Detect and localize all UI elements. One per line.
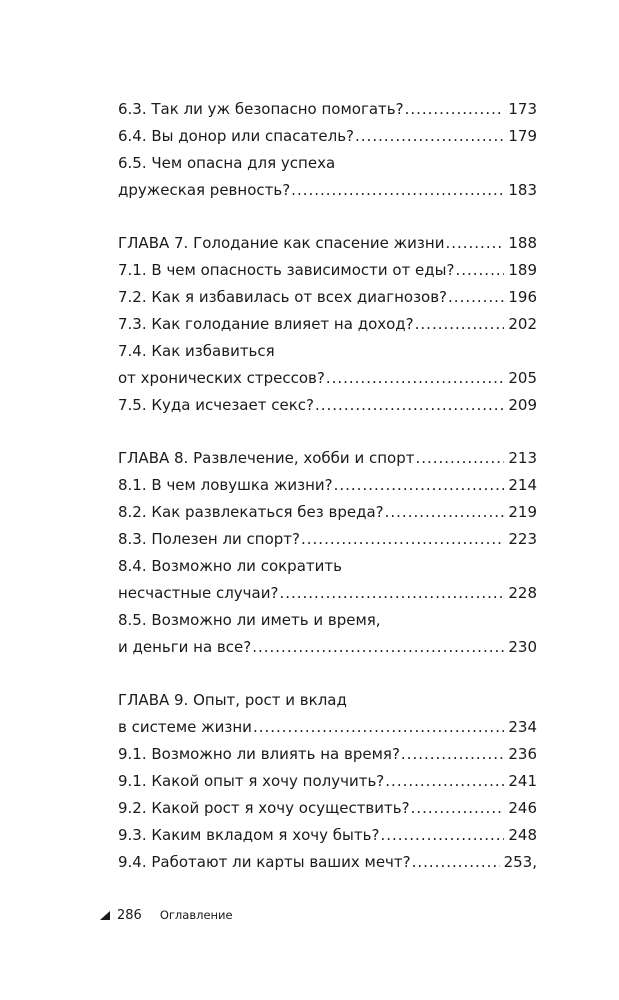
toc-entry (118, 284, 537, 311)
toc-dot-leader (314, 392, 504, 419)
toc-entry (118, 123, 537, 150)
triangle-marker-icon (100, 911, 110, 920)
toc-entry-label: 7.1. В чем опасность зависимости от еды? (118, 261, 455, 279)
toc-page-number: 209 (508, 396, 537, 414)
toc-entry (118, 526, 537, 553)
toc-entry (118, 822, 537, 849)
toc-entry (118, 607, 537, 634)
toc-entry (118, 392, 537, 419)
toc-dot-leader (384, 768, 504, 795)
toc-entry (118, 96, 537, 123)
toc-dot-leader (252, 714, 504, 741)
toc-entry (118, 849, 537, 876)
toc-page-number: 205 (508, 369, 537, 387)
toc-entry (118, 634, 537, 661)
toc-dot-leader (251, 634, 504, 661)
toc-page-number: 228 (508, 584, 537, 602)
toc-entry (118, 338, 537, 365)
toc-dot-leader (444, 230, 504, 257)
toc-dot-leader (278, 580, 504, 607)
toc-entry-label: 6.5. Чем опасна для успеха (118, 154, 336, 172)
toc-entry-label: 9.1. Возможно ли влиять на время? (118, 745, 400, 763)
toc-page-number: 223 (508, 530, 537, 548)
toc-page-number: 219 (508, 503, 537, 521)
toc-entry-label: 8.1. В чем ловушка жизни? (118, 476, 333, 494)
footer-section-title: Оглавление (159, 908, 233, 922)
toc-entry-label: 6.4. Вы донор или спасатель? (118, 127, 355, 145)
toc-dot-leader (333, 472, 505, 499)
toc-dot-leader (404, 96, 505, 123)
toc-entry-label: 8.4. Возможно ли сократить (118, 557, 342, 575)
toc-page-number: 179 (508, 127, 537, 145)
toc-page-number: 253, (503, 853, 537, 871)
toc-entry (118, 365, 537, 392)
toc-dot-leader (447, 284, 504, 311)
toc-dot-leader (290, 177, 504, 204)
toc-page-number: 236 (508, 745, 537, 763)
toc-page-number: 248 (508, 826, 537, 844)
page-footer (100, 905, 233, 925)
toc-dot-leader (384, 499, 505, 526)
toc-entry (118, 580, 537, 607)
toc-entry (118, 768, 537, 795)
toc-entry-label: 9.1. Какой опыт я хочу получить? (118, 772, 385, 790)
toc-entry (118, 177, 537, 204)
toc-page-number: 234 (508, 718, 537, 736)
toc-dot-leader (400, 741, 504, 768)
toc-entry-label: 9.3. Каким вкладом я хочу быть? (118, 826, 380, 844)
toc-page-number: 213 (508, 449, 537, 467)
toc-page-number: 183 (508, 181, 537, 199)
toc-page-number: 241 (508, 772, 537, 790)
toc-page-number: 196 (508, 288, 537, 306)
toc-page-number: 188 (508, 234, 537, 252)
toc-dot-leader (454, 257, 504, 284)
toc-chapter-heading (118, 230, 537, 257)
toc-entry-label: ГЛАВА 9. Опыт, рост и вклад (118, 691, 347, 709)
toc-entry (118, 553, 537, 580)
toc-entry (118, 472, 537, 499)
toc-entry-label: и деньги на все? (118, 638, 252, 656)
toc-dot-leader (379, 822, 504, 849)
toc-page-number: 173 (508, 100, 537, 118)
toc-dot-leader (414, 311, 505, 338)
footer-page-number: 286 (117, 907, 142, 923)
toc-entry (118, 499, 537, 526)
toc-chapter-heading (118, 445, 537, 472)
toc-entry-label: 6.3. Так ли уж безопасно помогать? (118, 100, 404, 118)
toc-entry-label: ГЛАВА 8. Развлечение, хобби и спорт (118, 449, 415, 467)
toc-dot-leader (414, 445, 504, 472)
toc-entry (118, 257, 537, 284)
toc-entry-label: 7.5. Куда исчезает секс? (118, 396, 314, 414)
toc-dot-leader (300, 526, 504, 553)
toc-entry-label: ГЛАВА 7. Голодание как спасение жизни (118, 234, 445, 252)
toc-entry-label: 8.2. Как развлекаться без вреда? (118, 503, 384, 521)
toc-page-number: 202 (508, 315, 537, 333)
toc-entry-label: в системе жизни (118, 718, 252, 736)
toc-entry-label: дружеская ревность? (118, 181, 291, 199)
toc-dot-leader (325, 365, 505, 392)
toc-entry-label: 7.4. Как избавиться (118, 342, 275, 360)
toc-page-number: 214 (508, 476, 537, 494)
toc-entry-label: несчастные случаи? (118, 584, 279, 602)
toc-entry (118, 795, 537, 822)
toc-dot-leader (410, 795, 505, 822)
toc-page-number: 189 (508, 261, 537, 279)
toc-dot-leader (411, 849, 500, 876)
toc-entry (118, 150, 537, 177)
toc-entry-label: 9.2. Какой рост я хочу осуществить? (118, 799, 410, 817)
toc-entry-label: 9.4. Работают ли карты ваших мечт? (118, 853, 411, 871)
toc-entry (118, 714, 537, 741)
toc-entry-label: 7.3. Как голодание влияет на доход? (118, 315, 414, 333)
toc-entry-label: 8.3. Полезен ли спорт? (118, 530, 300, 548)
toc-entry-label: 8.5. Возможно ли иметь и время, (118, 611, 381, 629)
toc-dot-leader (354, 123, 504, 150)
toc-entry-label: 7.2. Как я избавилась от всех диагнозов? (118, 288, 448, 306)
toc-entry (118, 741, 537, 768)
table-of-contents (118, 96, 537, 876)
toc-entry (118, 311, 537, 338)
toc-chapter-heading (118, 687, 537, 714)
toc-page-number: 246 (508, 799, 537, 817)
toc-page-number: 230 (508, 638, 537, 656)
toc-entry-label: от хронических стрессов? (118, 369, 325, 387)
